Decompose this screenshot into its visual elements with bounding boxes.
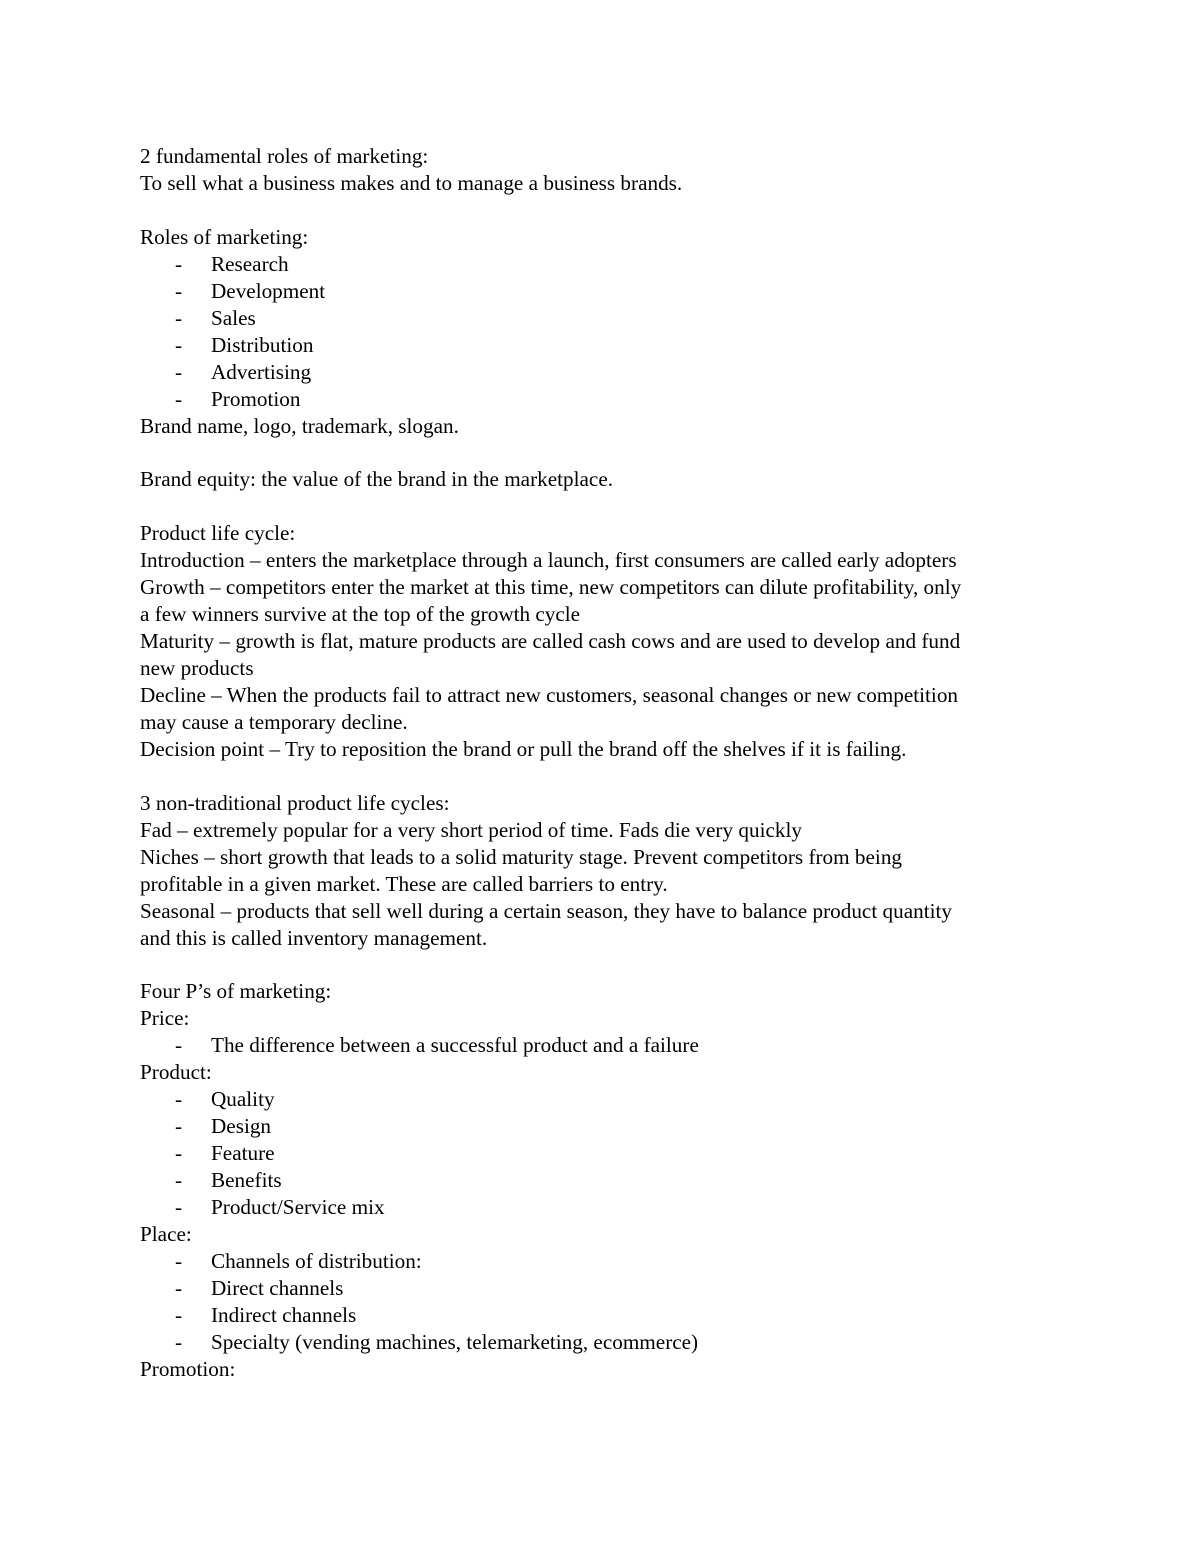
price-label: Price: (140, 1006, 190, 1031)
bullet-dash: - (175, 1275, 183, 1300)
list-item (140, 305, 1070, 332)
nontraditional-line: Seasonal – products that sell well during a certain season, they have to balance product quantity (140, 898, 952, 923)
nontraditional-line: Niches – short growth that leads to a solid maturity stage. Prevent competitors from being (140, 844, 903, 869)
plc-line: Decision point – Try to reposition the brand or pull the brand off the shelves if it is failing. (140, 736, 907, 761)
list-item (140, 1086, 1070, 1113)
list-item (140, 359, 1070, 386)
intro-text: To sell what a business makes and to manage a business brands. (140, 170, 683, 195)
list-item-text: Direct channels (211, 1275, 344, 1300)
list-item-text: Design (211, 1114, 272, 1139)
bullet-dash: - (175, 1114, 183, 1139)
bullet-dash: - (175, 1168, 183, 1193)
bullet-dash: - (175, 1302, 183, 1327)
list-item-text: Promotion (211, 386, 301, 411)
place-list (140, 1248, 1070, 1356)
blank-line (140, 493, 1070, 520)
brand-equity-text: Brand equity: the value of the brand in the marketplace. (140, 467, 614, 492)
nontraditional-line: and this is called inventory management. (140, 925, 488, 950)
bullet-dash: - (175, 1141, 183, 1166)
intro-heading: 2 fundamental roles of marketing: (140, 144, 429, 168)
plc-line: a few winners survive at the top of the growth cycle (140, 602, 581, 627)
list-item-text: Feature (211, 1141, 275, 1166)
list-item (140, 251, 1070, 278)
blank-line (140, 763, 1070, 790)
list-item-text: Quality (211, 1087, 275, 1112)
list-item-text: Research (211, 251, 289, 276)
list-item (140, 1194, 1070, 1221)
plc-line: Introduction – enters the marketplace through a launch, first consumers are called early adopters (140, 548, 957, 573)
plc-line: Growth – competitors enter the market at this time, new competitors can dilute profitability, only (140, 575, 962, 600)
plc-line: Decline – When the products fail to attract new customers, seasonal changes or new competition (140, 683, 959, 708)
list-item (140, 1167, 1070, 1194)
nontraditional-line: profitable in a given market. These are called barriers to entry. (140, 871, 668, 896)
list-item-text: Advertising (211, 359, 312, 384)
list-item-text: Development (211, 278, 326, 303)
product-label: Product: (140, 1060, 212, 1085)
plc-line: Maturity – growth is flat, mature products are called cash cows and are used to develop and fund (140, 629, 961, 654)
list-item (140, 332, 1070, 359)
document-page (140, 143, 1070, 1383)
blank-line (140, 952, 1070, 979)
blank-line (140, 439, 1070, 466)
promotion-label: Promotion: (140, 1356, 236, 1381)
list-item (140, 278, 1070, 305)
plc-line: may cause a temporary decline. (140, 709, 408, 734)
list-item (140, 1248, 1070, 1275)
bullet-dash: - (175, 1329, 183, 1354)
list-item (140, 1032, 1070, 1059)
bullet-dash: - (175, 386, 183, 411)
blank-line (140, 197, 1070, 224)
brand-elements-text: Brand name, logo, trademark, slogan. (140, 413, 459, 438)
bullet-dash: - (175, 251, 183, 276)
list-item (140, 1275, 1070, 1302)
list-item-text: The difference between a successful product and a failure (211, 1033, 699, 1058)
bullet-dash: - (175, 359, 183, 384)
list-item-text: Specialty (vending machines, telemarketing, ecommerce) (211, 1329, 699, 1354)
plc-heading: Product life cycle: (140, 521, 296, 546)
bullet-dash: - (175, 332, 183, 357)
nontraditional-heading: 3 non-traditional product life cycles: (140, 790, 450, 815)
list-item-text: Product/Service mix (211, 1195, 385, 1220)
plc-line: new products (140, 656, 254, 681)
four-ps-heading: Four P’s of marketing: (140, 979, 332, 1004)
bullet-dash: - (175, 1087, 183, 1112)
place-label: Place: (140, 1222, 192, 1247)
list-item-text: Benefits (211, 1168, 282, 1193)
bullet-dash: - (175, 1249, 183, 1273)
bullet-dash: - (175, 278, 183, 303)
list-item-text: Indirect channels (211, 1302, 357, 1327)
roles-heading: Roles of marketing: (140, 224, 309, 249)
bullet-dash: - (175, 1195, 183, 1220)
bullet-dash: - (175, 305, 183, 330)
nontraditional-line: Fad – extremely popular for a very short period of time. Fads die very quickly (140, 817, 802, 842)
list-item (140, 1113, 1070, 1140)
roles-list (140, 251, 1070, 413)
price-list (140, 1032, 1070, 1059)
list-item (140, 1302, 1070, 1329)
list-item-text: Channels of distribution: (211, 1249, 422, 1273)
list-item (140, 1329, 1070, 1356)
list-item-text: Sales (211, 305, 256, 330)
bullet-dash: - (175, 1033, 183, 1058)
list-item-text: Distribution (211, 332, 314, 357)
list-item (140, 1140, 1070, 1167)
list-item (140, 386, 1070, 413)
product-list (140, 1086, 1070, 1221)
